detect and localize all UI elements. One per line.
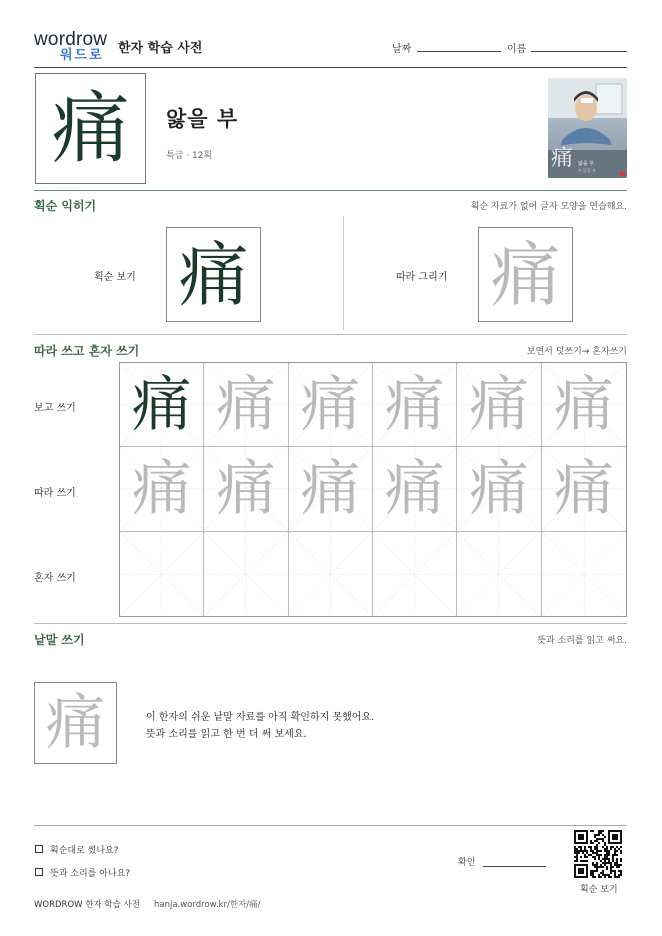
guide-lines xyxy=(204,532,287,616)
practice-cell[interactable] xyxy=(542,363,626,447)
guide-lines xyxy=(289,532,372,616)
section-divider xyxy=(34,623,627,624)
trace-label: 따라 그리기 xyxy=(396,272,448,283)
vocab-message-line2: 뜻과 소리를 읽고 한 번 더 써 보세요. xyxy=(146,729,307,740)
wordrow-logo xyxy=(34,30,114,64)
practice-cell[interactable] xyxy=(457,532,541,616)
qr-code-image xyxy=(574,830,622,878)
date-field[interactable] xyxy=(417,50,501,52)
stroke-view-character: 痛 xyxy=(166,227,261,322)
practice-section-note: 보면서 덧쓰기→ 혼자쓰기 xyxy=(526,347,627,357)
thumbnail-character: 痛 xyxy=(551,146,574,171)
section-divider xyxy=(34,190,627,191)
practice-character: 痛 xyxy=(131,453,192,524)
hero-character-box xyxy=(35,73,146,184)
hero-character: 痛 xyxy=(51,83,130,174)
character-meaning: 앓을 부 xyxy=(166,107,239,131)
practice-character: 痛 xyxy=(553,369,614,440)
practice-character: 痛 xyxy=(384,453,445,524)
stroke-view-label: 획순 보기 xyxy=(94,272,136,283)
practice-character: 痛 xyxy=(300,453,361,524)
confirm-label: 확인 xyxy=(458,858,476,868)
guide-lines xyxy=(120,532,203,616)
name-label: 이름 xyxy=(507,44,527,55)
section-divider xyxy=(34,334,627,335)
date-label: 날짜 xyxy=(392,44,412,55)
stroke-section-title: 획순 익히기 xyxy=(34,199,97,213)
practice-character: 痛 xyxy=(300,369,361,440)
practice-cell[interactable] xyxy=(204,447,288,531)
vocab-message-line1: 이 한자의 쉬운 낱말 자료를 아직 확인하지 못했어요. xyxy=(146,712,375,723)
practice-character: 痛 xyxy=(131,369,192,440)
practice-character: 痛 xyxy=(384,369,445,440)
thumbnail-caption: 앓을 부 xyxy=(578,161,595,167)
guide-lines xyxy=(542,532,626,616)
practice-character: 痛 xyxy=(468,369,529,440)
trace-character[interactable]: 痛 xyxy=(478,227,573,322)
practice-cell[interactable] xyxy=(373,363,457,447)
app-title: 한자 학습 사전 xyxy=(118,41,203,56)
stroke-section-note: 획순 자료가 없어 글자 모양을 연습해요. xyxy=(470,202,627,212)
practice-cell[interactable] xyxy=(542,532,626,616)
practice-cell[interactable] xyxy=(204,363,288,447)
row-label-trace-write: 따라 쓰기 xyxy=(34,488,76,499)
vocab-section-title: 낱말 쓰기 xyxy=(34,633,85,647)
illustration-thumbnail xyxy=(548,78,627,178)
qr-label: 획순 보기 xyxy=(580,885,618,895)
qr-code[interactable] xyxy=(574,830,622,878)
vocab-section-note: 뜻과 소리를 읽고 써요. xyxy=(537,636,627,646)
check-label-stroke-order: 획순대로 썼나요? xyxy=(50,846,119,856)
row-label-look-write: 보고 쓰기 xyxy=(34,403,76,414)
confirm-field[interactable] xyxy=(483,866,546,867)
checkbox-meaning-sound[interactable] xyxy=(35,868,43,876)
practice-cell[interactable] xyxy=(289,363,373,447)
footer-brand: WORDROW 한자 학습 사전 xyxy=(34,900,140,910)
practice-cell[interactable] xyxy=(542,447,626,531)
name-field[interactable] xyxy=(531,50,627,52)
practice-cell[interactable] xyxy=(373,447,457,531)
practice-cell[interactable] xyxy=(120,363,204,447)
practice-character: 痛 xyxy=(468,453,529,524)
check-label-meaning-sound: 뜻과 소리를 아나요? xyxy=(50,869,131,879)
practice-cell[interactable] xyxy=(457,363,541,447)
practice-cell[interactable] xyxy=(289,532,373,616)
checkbox-stroke-order[interactable] xyxy=(35,845,43,853)
practice-character: 痛 xyxy=(215,369,276,440)
character-grade: 특급 · 12획 xyxy=(166,151,213,161)
practice-cell[interactable] xyxy=(457,447,541,531)
guide-lines xyxy=(457,532,540,616)
header-divider xyxy=(34,67,627,68)
footer-url[interactable]: hanja.wordrow.kr/한자/痛/ xyxy=(154,900,261,910)
practice-grid xyxy=(119,362,627,617)
practice-section-title: 따라 쓰고 혼자 쓰기 xyxy=(34,344,140,358)
section-divider xyxy=(34,825,627,826)
practice-cell[interactable] xyxy=(289,447,373,531)
logo-wordmark: wordrow xyxy=(34,29,108,50)
vocab-character[interactable]: 痛 xyxy=(34,682,117,764)
practice-cell[interactable] xyxy=(204,532,288,616)
logo-korean: 워드로 xyxy=(60,48,104,63)
row-label-self-write: 혼자 쓰기 xyxy=(34,573,76,584)
stroke-divider xyxy=(343,216,344,330)
thumbnail-subcaption: 부 앓을 부 xyxy=(578,168,596,173)
practice-cell[interactable] xyxy=(120,447,204,531)
practice-cell[interactable] xyxy=(373,532,457,616)
practice-character: 痛 xyxy=(553,453,614,524)
practice-character: 痛 xyxy=(215,453,276,524)
practice-cell[interactable] xyxy=(120,532,204,616)
guide-lines xyxy=(373,532,456,616)
